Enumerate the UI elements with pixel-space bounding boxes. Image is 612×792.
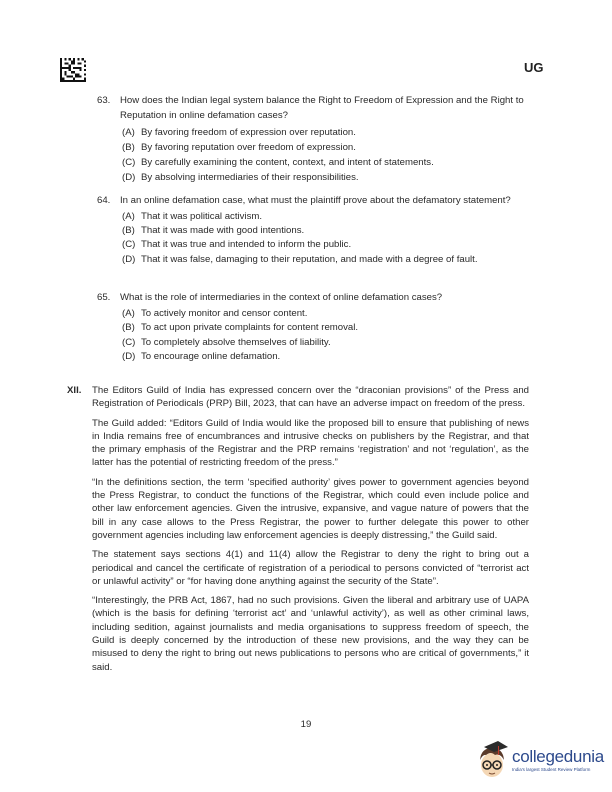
question-text: What is the role of intermediaries in the context of online defamation cases? <box>120 292 443 303</box>
passage-xii <box>67 384 529 680</box>
option-letter: (B) <box>122 322 135 334</box>
option-text: That it was true and intended to inform the public. <box>141 239 352 251</box>
question-text: In an online defamation case, what must the plaintiff prove about the defamatory statement? <box>120 195 511 206</box>
options-list <box>122 307 537 365</box>
option-letter: (C) <box>122 336 136 348</box>
option-d <box>122 170 537 185</box>
question-64 <box>97 194 537 267</box>
collegedunia-mascot-icon <box>474 738 510 782</box>
option-text: That it was false, damaging to their reputation, and made with a degree of fault. <box>141 253 478 265</box>
option-text: By favoring freedom of expression over reputation. <box>141 126 356 138</box>
option-letter: (D) <box>122 351 136 363</box>
option-letter: (A) <box>122 126 135 138</box>
option-text: That it was political activism. <box>141 210 263 222</box>
option-text: By absolving intermediaries of their responsibilities. <box>141 172 359 184</box>
passage-number: XII. <box>67 385 82 396</box>
passage-paragraph: “In the definitions section, the term ‘specified authority’ gives power to government agencies beyond the Press Registrar, to conduct the functions of the Registrar, which could even include police and other law enforcement agencies. Given the intrusive, expansive, and vague nature of powers that the bill in any case allows to the Press Registrar, the power to further delegate this power to other government agencies including law enforcement agencies is deeply distressing,” the Guild said. <box>92 476 529 541</box>
option-a <box>122 125 537 140</box>
option-b <box>122 321 537 335</box>
question-text: How does the Indian legal system balance the Right to Freedom of Expression and the Right to Reputation in online defamation cases? <box>120 95 524 121</box>
option-text: To encourage online defamation. <box>141 351 281 363</box>
option-text: By carefully examining the content, context, and intent of statements. <box>141 157 434 168</box>
option-letter: (C) <box>122 239 136 251</box>
passage-paragraph: “Interestingly, the PRB Act, 1867, had no such provisions. Given the liberal and arbitrary use of UAPA (which is the basis for defining ‘terrorist act’ and ‘unlawful activity’), as well as other criminal laws, including sedition, against journalists and media organisations to suppress freedom of speech, the Guild is deeply concerned by the introduction of these new provisions, and the way they can be misused to deny the right to bring out news publications to persons who are critical of governments,” it said. <box>92 595 529 673</box>
option-letter: (A) <box>122 210 135 222</box>
option-letter: (D) <box>122 253 136 265</box>
page-number: 19 <box>300 719 312 730</box>
option-text: To act upon private complaints for content removal. <box>141 322 359 334</box>
brand-tagline: India's largest Student Review Platform <box>512 766 591 772</box>
question-63 <box>97 94 537 185</box>
question-number: 63. <box>97 95 111 106</box>
option-b <box>122 140 537 155</box>
option-text: To completely absolve themselves of liability. <box>141 336 331 348</box>
option-c <box>122 155 537 170</box>
option-a <box>122 210 537 224</box>
option-c <box>122 238 537 252</box>
question-65 <box>97 291 537 364</box>
option-letter: (B) <box>122 141 135 153</box>
option-a <box>122 307 537 321</box>
option-letter: (B) <box>122 225 135 237</box>
passage-body <box>92 384 529 680</box>
option-text: That it was made with good intentions. <box>141 225 305 237</box>
options-list <box>122 210 537 267</box>
datamatrix-barcode-icon <box>60 58 86 82</box>
option-c <box>122 336 537 350</box>
option-letter: (A) <box>122 307 135 319</box>
passage-paragraph: The statement says sections 4(1) and 11(4) allow the Registrar to deny the right to bring out a periodical and cancel the certificate of registration of a periodical to persons convicted of “terrorist act or unlawful activity” or “for having done anything against the security of the State”. <box>92 549 529 587</box>
option-d <box>122 350 537 364</box>
question-number: 64. <box>97 195 111 206</box>
option-letter: (D) <box>122 172 136 184</box>
question-number: 65. <box>97 292 111 303</box>
collegedunia-logo <box>474 737 610 783</box>
brand-block <box>512 748 604 773</box>
options-list <box>122 125 537 186</box>
option-d <box>122 253 537 267</box>
level-tag: UG <box>524 60 544 75</box>
option-letter: (C) <box>122 157 136 168</box>
option-text: By favoring reputation over freedom of expression. <box>141 141 356 153</box>
passage-paragraph: The Editors Guild of India has expressed concern over the “draconian provisions” of the Press and Registration of Periodicals (PRP) Bill, 2023, that can have an adverse impact on freedom of the press. <box>92 385 529 410</box>
passage-paragraph: The Guild added: “Editors Guild of India would like the proposed bill to ensure that publishing of news in India remains free of encumbrances and intrusive checks on publishers by the Registrar, and that the primary emphasis of the Registrar and the PRP remains ‘registration’ and not ‘regulation’, as the latter has the potential of restricting freedom of the press.” <box>92 417 529 469</box>
option-b <box>122 224 537 238</box>
option-text: To actively monitor and censor content. <box>141 307 308 319</box>
brand-name: collegedunia <box>512 746 604 766</box>
